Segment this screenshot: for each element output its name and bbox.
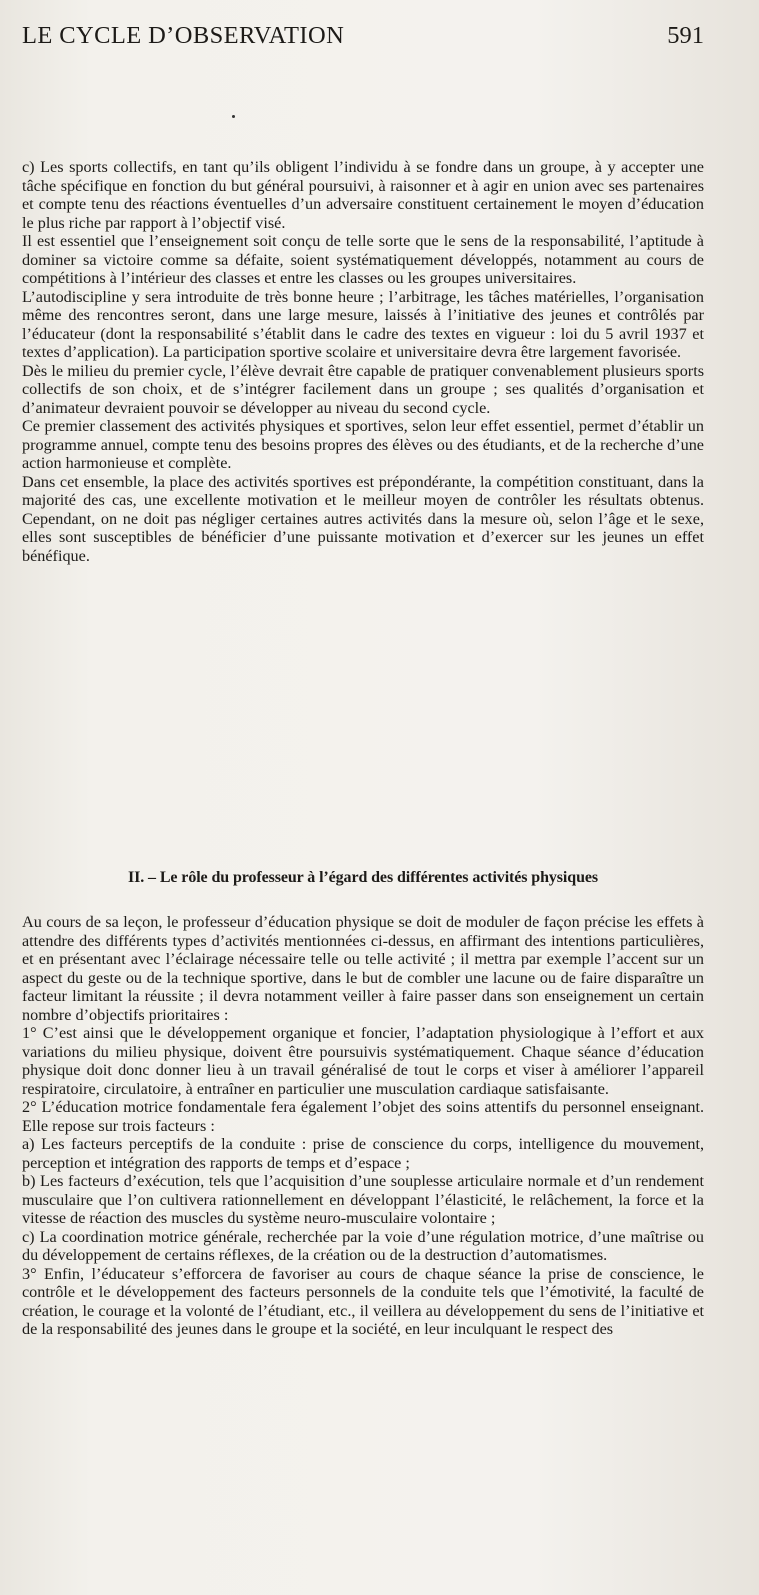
paragraph: c) La coordination motrice générale, recherchée par la voie d’une régulation motrice, d’une maîtrise ou du développement de certains réflexes, de la création ou de la destruction d’automatismes. [22,1227,704,1264]
paragraph: c) Les sports collectifs, en tant qu’ils obligent l’individu à se fondre dans un groupe, à y accepter une tâche spécifique en fonction du but général poursuivi, à raisonner et à agir en union avec ses partenaires et compte tenu des réactions éventuelles d’un adversaire constituent certainement le moyen d’éducation le plus riche par rapport à l’objectif visé. [22,158,704,232]
paragraph: Ce premier classement des activités physiques et sportives, selon leur effet essentiel, permet d’établir un programme annuel, compte tenu des besoins propres des élèves ou des étudiants, et de la recherche d’une action harmonieuse et complète. [22,417,704,472]
body-text-top [22,158,704,565]
paragraph: 2° L’éducation motrice fondamentale fera également l’objet des soins attentifs du personnel enseignant. Elle repose sur trois facteurs : [22,1098,704,1135]
paragraph: Il est essentiel que l’enseignement soit conçu de telle sorte que le sens de la responsabilité, l’aptitude à dominer sa victoire comme sa défaite, soient systématiquement développés, notamment au cours de compétitions à l’intérieur des classes et entre les classes ou les groupes universitaires. [22,232,704,287]
ink-speck [232,115,235,118]
paragraph: b) Les facteurs d’exécution, tels que l’acquisition d’une souplesse articulaire normale et d’un rendement musculaire que l’on cultivera rationnellement en développant l’élasticité, le relâchement, la force et la vitesse de réaction des muscles du système neuro-musculaire volontaire ; [22,1172,704,1227]
running-title: LE CYCLE D’OBSERVATION [22,22,345,49]
page-header [22,22,704,62]
paragraph: L’autodiscipline y sera introduite de très bonne heure ; l’arbitrage, les tâches matérielles, l’organisation même des rencontres seront, dans une large mesure, laissés à l’initiative des jeunes et contrôlés par l’éducateur (dont la responsabilité s’établit dans le cadre des textes en vigueur : loi du 5 avril 1937 et textes d’application). La participation sportive scolaire et universitaire devra être largement favorisée. [22,287,704,361]
body-text-bottom [22,913,704,1339]
paragraph: Au cours de sa leçon, le professeur d’éducation physique se doit de moduler de façon précise les effets à attendre des différents types d’activités mentionnées ci-dessus, en affirmant des intentions particulières, et en présentant avec l’éclairage nécessaire telle ou telle activité ; il mettra par exemple l’accent sur un aspect du geste ou de la technique sportive, dans le but de combler une lacune ou de faire disparaître un facteur limitant la réussite ; il devra notamment veiller à faire passer dans son enseignement un certain nombre d’objectifs prioritaires : [22,913,704,1024]
paragraph: 3° Enfin, l’éducateur s’efforcera de favoriser au cours de chaque séance la prise de conscience, le contrôle et le développement des facteurs personnels de la conduite tels que l’émotivité, la faculté de création, le courage et la volonté de l’étudiant, etc., il veillera au développement du sens de l’initiative et de la responsabilité des jeunes dans le groupe et la société, en leur inculquant le respect des [22,1264,704,1338]
paragraph: 1° C’est ainsi que le développement organique et foncier, l’adaptation physiologique à l’effort et aux variations du milieu physique, doivent être poursuivis systématiquement. Chaque séance d’éducation physique doit donc donner lieu à un travail généralisé de tout le corps et viser à améliorer l’appareil respiratoire, circulatoire, à entraîner en particulier une musculation cardiaque satisfaisante. [22,1024,704,1098]
paragraph: Dans cet ensemble, la place des activités sportives est prépondérante, la compétition constituant, dans la majorité des cas, une excellente motivation et le meilleur moyen de contrôler les résultats obtenus. Cependant, on ne doit pas négliger certaines autres activités dans la mesure où, selon l’âge et le sexe, elles sont susceptibles de bénéficier d’une puissante motivation et d’exercer sur les jeunes un effet bénéfique. [22,472,704,565]
section-heading: II. – Le rôle du professeur à l’égard des différentes activités physiques [127,869,599,886]
page-number: 591 [667,22,704,49]
paragraph: a) Les facteurs perceptifs de la conduite : prise de conscience du corps, intelligence du mouvement, perception et intégration des rapports de temps et d’espace ; [22,1135,704,1172]
paragraph: Dès le milieu du premier cycle, l’élève devrait être capable de pratiquer convenablement plusieurs sports collectifs de son choix, et de s’intégrer facilement dans un groupe ; ses qualités d’organisation et d’animateur devraient pouvoir se développer au niveau du second cycle. [22,361,704,417]
